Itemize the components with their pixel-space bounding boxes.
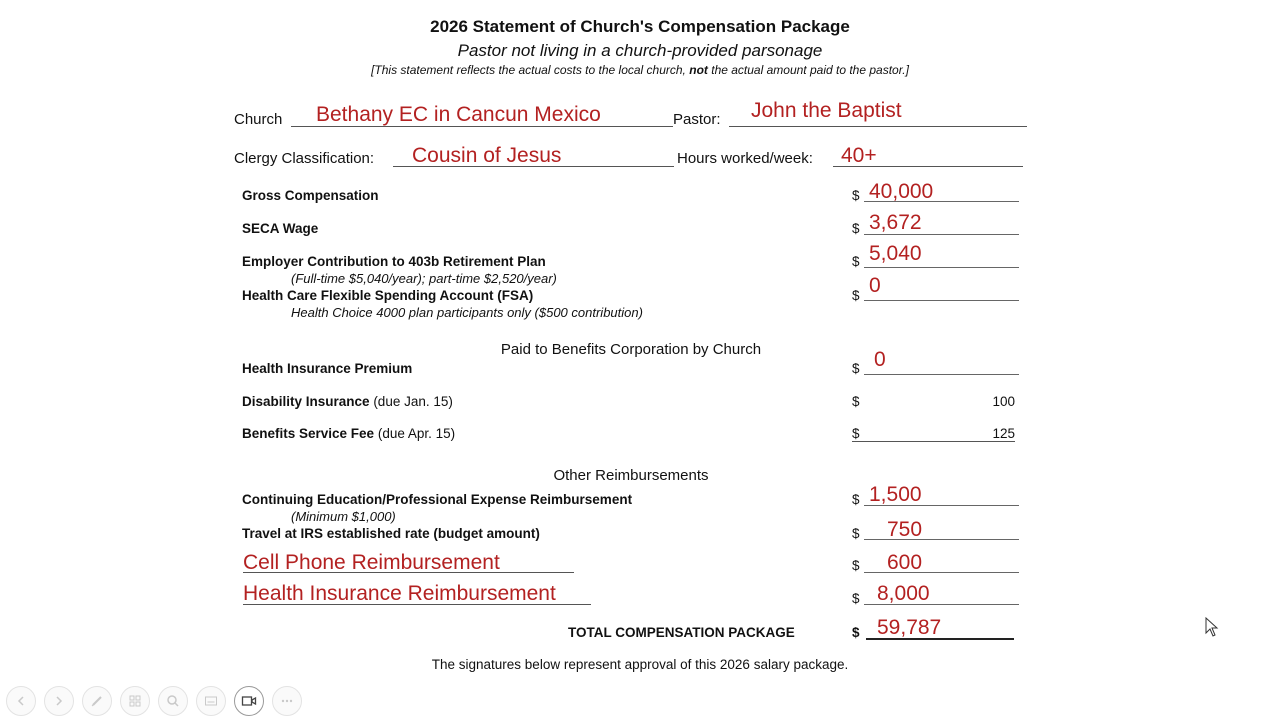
premium-amount-line — [864, 374, 1019, 375]
gross-compensation-label: Gross Compensation — [242, 188, 379, 203]
premium-amount[interactable]: 0 — [874, 348, 886, 371]
next-slide-icon[interactable] — [44, 686, 74, 716]
disability-label — [242, 394, 453, 409]
previous-slide-icon[interactable] — [6, 686, 36, 716]
gross-amount[interactable]: 40,000 — [869, 180, 934, 203]
fsa-label: Health Care Flexible Spending Account (FSA) — [242, 288, 534, 303]
signature-note: The signatures below represent approval of this 2026 salary package. — [431, 657, 849, 672]
cell-phone-label[interactable]: Cell Phone Reimbursement — [243, 551, 500, 574]
seca-wage-label: SECA Wage — [242, 221, 319, 236]
premium-dollar-sign: $ — [852, 361, 860, 376]
note-prefix: [This statement reflects the actual costs to the local church, — [371, 63, 686, 77]
pastor-label: Pastor: — [673, 111, 721, 128]
pastor-field-line — [729, 126, 1027, 127]
document-note — [0, 63, 1280, 77]
total-dollar-sign: $ — [852, 625, 860, 640]
travel-dollar-sign: $ — [852, 526, 860, 541]
note-suffix: the actual amount paid to the pastor.] — [711, 63, 909, 77]
fsa-amount[interactable]: 0 — [869, 274, 881, 297]
note-emphasis: not — [689, 63, 708, 77]
slides-grid-icon[interactable] — [120, 686, 150, 716]
seca-dollar-sign: $ — [852, 221, 860, 236]
health-reimb-dollar-sign: $ — [852, 591, 860, 606]
cell-phone-dollar-sign: $ — [852, 558, 860, 573]
travel-label: Travel at IRS established rate (budget amount) — [242, 526, 540, 541]
fsa-note: Health Choice 4000 plan participants only ($500 contribution) — [291, 305, 643, 320]
retirement-dollar-sign: $ — [852, 254, 860, 269]
service-fee-due: (due Apr. 15) — [377, 426, 456, 441]
retirement-amount-line — [864, 267, 1019, 268]
education-amount[interactable]: 1,500 — [869, 483, 922, 506]
gross-dollar-sign: $ — [852, 188, 860, 203]
service-fee-amount: 125 — [992, 426, 1015, 441]
seca-amount[interactable]: 3,672 — [869, 211, 922, 234]
disability-label-text: Disability Insurance — [242, 394, 370, 409]
retirement-label: Employer Contribution to 403b Retirement Plan — [242, 254, 546, 269]
camera-icon[interactable] — [234, 686, 264, 716]
pen-icon[interactable] — [82, 686, 112, 716]
travel-amount[interactable]: 750 — [887, 518, 923, 541]
health-reimbursement-label[interactable]: Health Insurance Reimbursement — [243, 582, 556, 605]
church-field[interactable]: Bethany EC in Cancun Mexico — [316, 103, 601, 126]
total-amount[interactable]: 59,787 — [877, 616, 942, 639]
classification-field[interactable]: Cousin of Jesus — [412, 144, 562, 167]
education-label: Continuing Education/Professional Expense Reimbursement — [242, 492, 633, 507]
presentation-toolbar — [6, 686, 302, 716]
fsa-amount-line — [864, 300, 1019, 301]
health-premium-label: Health Insurance Premium — [242, 361, 413, 376]
zoom-icon[interactable] — [158, 686, 188, 716]
fsa-dollar-sign: $ — [852, 288, 860, 303]
education-note: (Minimum $1,000) — [291, 509, 396, 524]
disability-amount: 100 — [992, 394, 1015, 409]
subtitles-icon[interactable] — [196, 686, 226, 716]
health-reimbursement-amount[interactable]: 8,000 — [877, 582, 930, 605]
disability-dollar-sign: $ — [852, 394, 860, 409]
hours-label: Hours worked/week: — [677, 150, 813, 167]
service-fee-line — [852, 441, 1015, 442]
classification-label: Clergy Classification: — [234, 150, 375, 167]
document-title: 2026 Statement of Church's Compensation Package — [430, 17, 850, 36]
cell-phone-amount[interactable]: 600 — [887, 551, 923, 574]
disability-due: (due Jan. 15) — [373, 394, 453, 409]
service-fee-dollar-sign: $ — [852, 426, 860, 441]
hours-field[interactable]: 40+ — [841, 144, 877, 167]
service-fee-label-text: Benefits Service Fee — [242, 426, 375, 441]
church-label: Church — [234, 111, 283, 128]
retirement-note: (Full-time $5,040/year); part-time $2,520/year) — [291, 271, 557, 286]
more-options-icon[interactable] — [272, 686, 302, 716]
pastor-field[interactable]: John the Baptist — [751, 99, 902, 122]
education-dollar-sign: $ — [852, 492, 860, 507]
mouse-cursor-icon — [1205, 617, 1219, 642]
retirement-amount[interactable]: 5,040 — [869, 242, 922, 265]
reimbursements-section-heading: Other Reimbursements — [553, 467, 709, 484]
total-label: TOTAL COMPENSATION PACKAGE — [568, 625, 795, 640]
service-fee-label — [242, 426, 455, 441]
benefits-section-heading: Paid to Benefits Corporation by Church — [500, 341, 762, 358]
document-subtitle: Pastor not living in a church-provided parsonage — [457, 41, 823, 60]
